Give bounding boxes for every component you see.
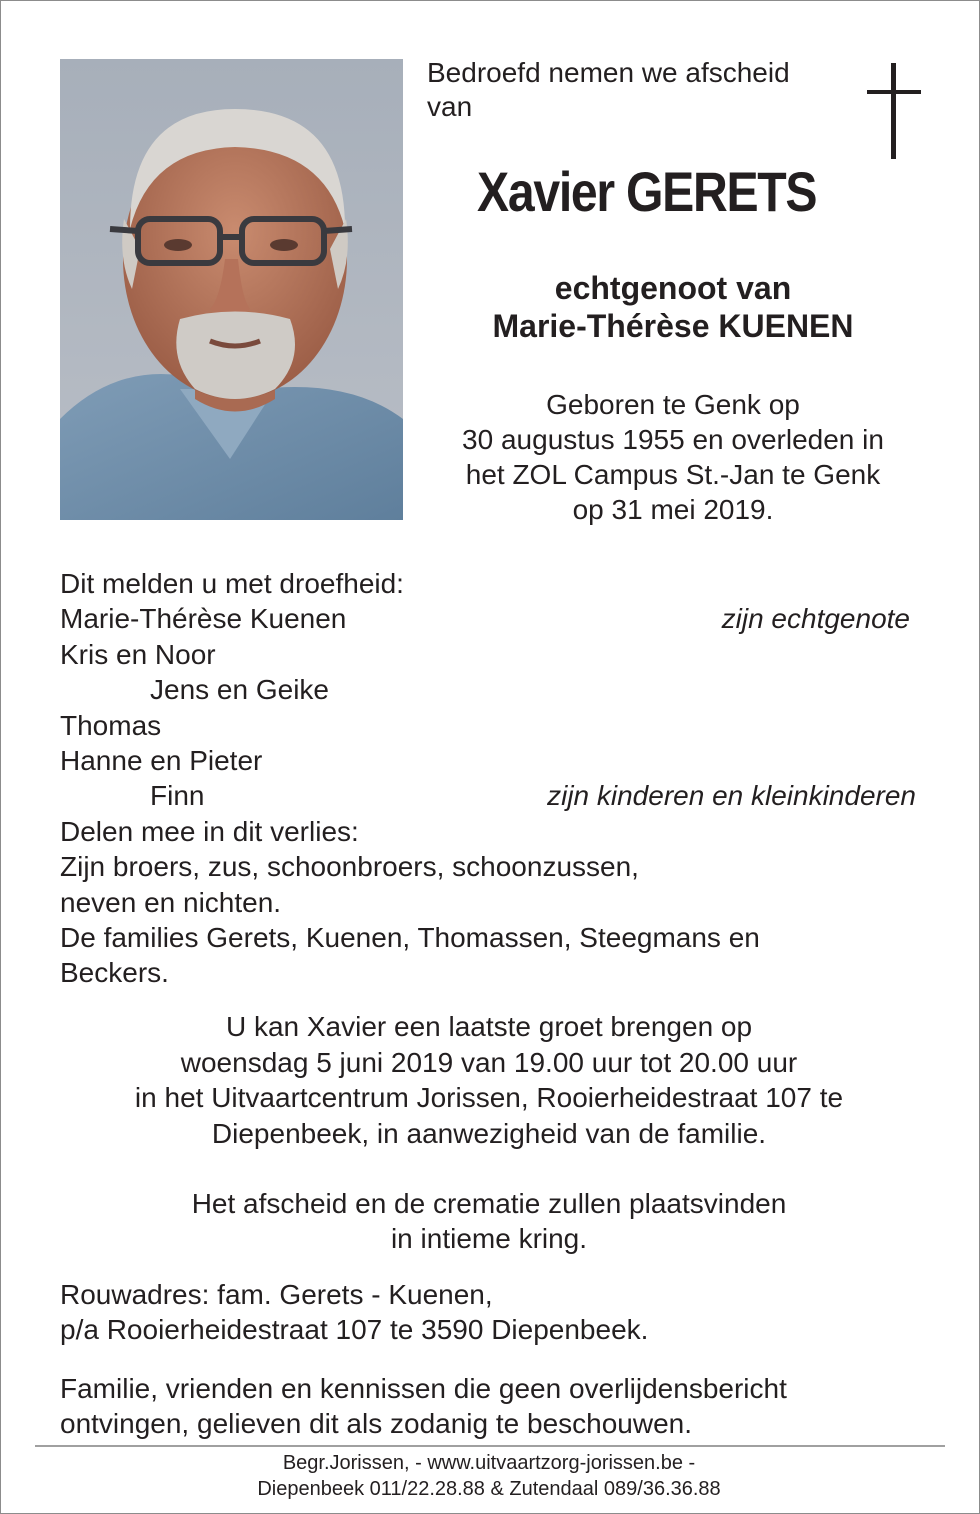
mourner-name: Thomas	[60, 709, 162, 741]
intro-line-2: van	[427, 91, 473, 122]
address-line: Rouwadres: fam. Gerets - Kuenen,	[60, 1279, 493, 1310]
footer-divider	[35, 1445, 945, 1447]
share-line: Beckers.	[60, 957, 169, 989]
address-line: p/a Rooierheidestraat 107 te 3590 Diepenbeek.	[60, 1314, 649, 1345]
visitation-line: Diepenbeek, in aanwezigheid van de familie.	[211, 1117, 767, 1149]
share-line: De families Gerets, Kuenen, Thomassen, Steegmans en	[60, 921, 760, 953]
notice-line: ontvingen, gelieven dit als zodanig te beschouwen.	[60, 1408, 692, 1439]
notice-text	[60, 1371, 920, 1441]
mourner-row	[60, 708, 920, 743]
spouse-block	[431, 269, 915, 345]
mourner-name: Marie-Thérèse Kuenen	[60, 603, 347, 635]
visitation-line: woensdag 5 juni 2019 van 19.00 uur tot 20.00 uur	[180, 1046, 798, 1078]
share-line: Zijn broers, zus, schoonbroers, schoonzussen,	[60, 851, 639, 883]
mourner-row	[60, 743, 920, 778]
mourner-name: Kris en Noor	[60, 638, 216, 670]
visitation-line: in het Uitvaartcentrum Jorissen, Rooierheidestraat 107 te	[134, 1082, 844, 1113]
mourner-row	[60, 601, 920, 636]
mourners-list	[60, 566, 920, 991]
footer-line: Begr.Jorissen, - www.uitvaartzorg-jorissen.be -	[282, 1452, 696, 1474]
birth-line: op 31 mei 2019.	[572, 494, 774, 525]
notice-line: Familie, vrienden en kennissen die geen overlijdensbericht	[60, 1373, 787, 1404]
mourner-row	[60, 637, 920, 672]
cross-icon	[863, 63, 925, 159]
birth-death-info	[431, 387, 915, 527]
ceremony-line: in intieme kring.	[390, 1223, 588, 1254]
birth-line: het ZOL Campus St.-Jan te Genk	[465, 459, 881, 490]
birth-line: 30 augustus 1955 en overleden in	[462, 424, 884, 455]
intro-text	[427, 56, 857, 124]
mourner-name: Hanne en Pieter	[60, 744, 263, 776]
mourner-name: Finn	[150, 780, 205, 812]
mourner-row	[60, 778, 920, 813]
ceremony-line: Het afscheid en de crematie zullen plaatsvinden	[191, 1188, 787, 1219]
mourning-address	[60, 1277, 920, 1347]
share-heading: Delen mee in dit verlies:	[60, 815, 359, 847]
mourner-row	[60, 672, 920, 707]
visitation-line: U kan Xavier een laatste groet brengen op	[225, 1011, 753, 1042]
mourner-relation: zijn kinderen en kleinkinderen	[547, 780, 916, 812]
footer-line: Diepenbeek 011/22.28.88 & Zutendaal 089/36.36.88	[257, 1478, 721, 1500]
funeral-home-footer	[41, 1450, 937, 1502]
ceremony-info	[41, 1186, 937, 1256]
portrait-photo	[60, 59, 403, 520]
intro-line-1: Bedroefd nemen we afscheid	[427, 57, 790, 88]
visitation-info	[41, 1009, 937, 1151]
birth-line: Geboren te Genk op	[546, 389, 800, 420]
spouse-label: echtgenoot van	[554, 270, 792, 306]
share-line: neven en nichten.	[60, 886, 282, 918]
deceased-name: Xavier GERETS	[477, 160, 817, 223]
spouse-name: Marie-Thérèse KUENEN	[492, 308, 854, 344]
mourner-name: Jens en Geike	[150, 674, 329, 706]
mourners-heading: Dit melden u met droefheid:	[60, 568, 404, 599]
mourner-relation: zijn echtgenote	[721, 603, 910, 635]
portrait-illustration	[60, 59, 403, 520]
